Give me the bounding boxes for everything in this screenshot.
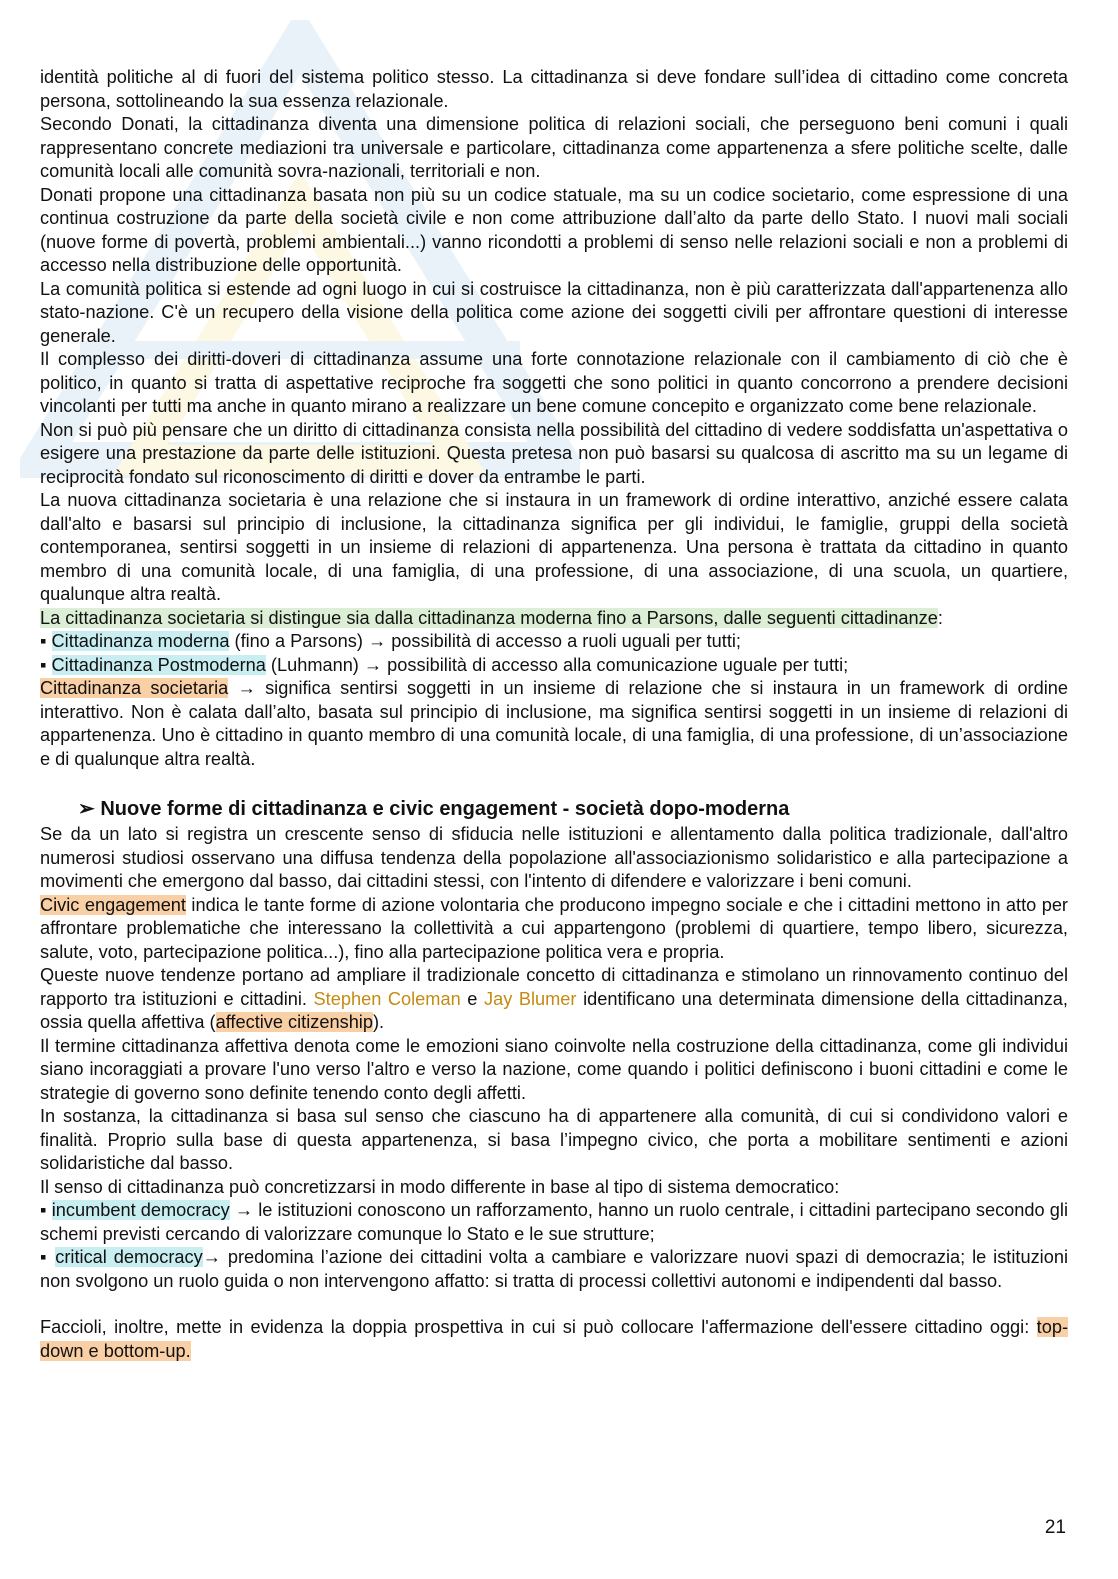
- highlight-orange: top-down e bottom-up.: [40, 1317, 1068, 1361]
- highlight-green: La cittadinanza societaria si distingue sia dalla cittadinanza moderna fino a Parsons, dalle seguenti cittadinanze: [40, 607, 938, 628]
- paragraph: Donati propone una cittadinanza basata non più su un codice statuale, ma su un codice societario, come espressione di una continua costruzione da parte della società civile e non come attribuzione dall’alto da parte dello Stato. I nuovi mali sociali (nuove forme di povertà, problemi ambientali...) vanno ricondotti a problemi di senso nelle relazioni sociali e non a problemi di accesso nella distribuzione delle opportunità.: [40, 184, 1068, 275]
- page-number: 21: [1044, 1517, 1066, 1538]
- highlight-cyan: critical democracy: [55, 1247, 203, 1267]
- paragraph: In sostanza, la cittadinanza si basa sul senso che ciascuno ha di appartenere alla comunità, di cui si condividono valori e finalità. Proprio sulla base di questa appartenenza, si basa l’impegno civico, che porta a mobilitare sentimenti e azioni solidaristiche dal basso.: [40, 1106, 1068, 1173]
- paragraph: Civic engagement indica le tante forme di azione volontaria che producono impegno sociale e che i cittadini mettono in atto per affrontare problematiche che interessano la collettività a cui appartengono (problemi di quartiere, tempo libero, sicurezza, salute, voto, partecipazione politica...), fino alla partecipazione politica vera e propria.: [40, 894, 1068, 962]
- arrow-bullet-icon: ➢: [78, 798, 95, 820]
- paragraph: Il senso di cittadinanza può concretizzarsi in modo differente in base al tipo di sistema democratico:: [40, 1176, 840, 1197]
- paragraph: Se da un lato si registra un crescente senso di sfiducia nelle istituzioni e allentamento dalla politica tradizionale, dall'altro numerosi studiosi osservano una diffusa tendenza della popolazione all'associazionismo solidaristico e alla partecipazione a movimenti che emergono dal basso, dai cittadini stessi, con l'intento di difendere e valorizzare i beni comuni.: [40, 824, 1068, 891]
- list-item: ▪ critical democracy→ predomina l’azione dei cittadini volta a cambiare e valorizzare nuovi spazi di democrazia; le istituzioni non svolgono un ruolo guida o non intervengono affatto: si tratta di processi collettivi autonomi e indipendenti dal basso.: [40, 1247, 1068, 1291]
- paragraph-highlighted: La cittadinanza societaria si distingue sia dalla cittadinanza moderna fino a Parsons, dalle seguenti cittadinanze:: [40, 607, 943, 628]
- paragraph: Il complesso dei diritti-doveri di cittadinanza assume una forte connotazione relazionale con il cambiamento di ciò che è politico, in quanto si tratta di aspettative reciproche fra soggetti che sono politici in quanto concorrono a prendere decisioni vincolanti per tutti ma anche in quanto mirano a realizzare un bene comune concepito e organizzato come bene relazionale.: [40, 349, 1068, 416]
- paragraph: Faccioli, inoltre, mette in evidenza la doppia prospettiva in cui si può collocare l'affermazione dell'essere cittadino oggi: top-down e bottom-up.: [40, 1317, 1068, 1361]
- paragraph: Cittadinanza societaria → significa sentirsi soggetti in un insieme di relazione che si instaura in un framework di ordine interattivo. Non è calata dall’alto, basata sul principio di inclusione, ma significa sentirsi soggetti in un insieme di relazioni di appartenenza. Uno è cittadino in quanto membro di una comunità locale, di una famiglia, di una professione, di un’associazione e di qualunque altra realtà.: [40, 678, 1068, 769]
- paragraph: Il termine cittadinanza affettiva denota come le emozioni siano coinvolte nella costruzione della cittadinanza, come gli individui siano incoraggiati a provare l'uno verso l'altro e verso la nazione, come quando i politici definiscono i buoni cittadini e come le strategie di governo sono definite tenendo conto degli affetti.: [40, 1035, 1068, 1103]
- paragraph: La comunità politica si estende ad ogni luogo in cui si costruisce la cittadinanza, non è più caratterizzata dall'appartenenza allo stato-nazione. C'è un recupero della visione della politica come azione dei soggetti civili per affrontare questioni di interesse generale.: [40, 278, 1068, 346]
- author-name: Stephen Coleman: [313, 988, 461, 1009]
- highlight-orange: Cittadinanza societaria: [40, 678, 229, 698]
- section-heading: [40, 795, 1068, 823]
- paragraph: Non si può più pensare che un diritto di cittadinanza consista nella possibilità del cittadino di vedere soddisfatta un'aspettativa o esigere una prestazione da parte delle istituzioni. Questa pretesa non può basarsi su qualcosa di ascritto ma su un legame di reciprocità fondato sul riconoscimento di diritti e dover da entrambe le parti.: [40, 419, 1068, 487]
- highlight-cyan: Cittadinanza Postmoderna: [51, 654, 266, 675]
- highlight-cyan: Cittadinanza moderna: [51, 631, 230, 651]
- paragraph: La nuova cittadinanza societaria è una relazione che si instaura in un framework di ordine interattivo, anziché essere calata dall'alto e basarsi sul principio di inclusione, la cittadinanza significa per gli individui, le famiglie, gruppi della società contemporanea, sentirsi soggetti in un insieme di relazioni di appartenenza. Una persona è trattata da cittadino in quanto membro di una comunità locale, di una famiglia, di una professione, di una associazione, di una scuola, un quartiere, qualunque altra realtà.: [40, 490, 1068, 604]
- author-name: Jay Blumer: [483, 988, 577, 1009]
- paragraph: identità politiche al di fuori del sistema politico stesso. La cittadinanza si deve fondare sull’idea di cittadino come concreta persona, sottolineando la sua essenza relazionale.: [40, 67, 1068, 111]
- highlight-cyan: incumbent democracy: [51, 1200, 230, 1220]
- highlight-orange: Civic engagement: [40, 894, 186, 915]
- list-item: ▪ Cittadinanza Postmoderna (Luhmann) → possibilità di accesso alla comunicazione uguale per tutti;: [40, 654, 849, 675]
- list-item: ▪ incumbent democracy → le istituzioni conoscono un rafforzamento, hanno un ruolo centrale, i cittadini partecipano secondo gli schemi previsti cercando di valorizzare comunque lo Stato e le sue strutture;: [40, 1200, 1068, 1244]
- document-body: [40, 66, 1068, 1363]
- paragraph: Queste nuove tendenze portano ad ampliare il tradizionale concetto di cittadinanza e stimolano un rinnovamento continuo del rapporto tra istituzioni e cittadini. Stephen Coleman e Jay Blumer identificano una determinata dimensione della cittadinanza, ossia quella affettiva (affective citizenship).: [40, 965, 1068, 1032]
- section-title: Nuove forme di cittadinanza e civic engagement - società dopo-moderna: [100, 798, 790, 820]
- highlight-orange: affective citizenship: [215, 1012, 373, 1032]
- list-item: ▪ Cittadinanza moderna (fino a Parsons) → possibilità di accesso a ruoli uguali per tutti;: [40, 631, 741, 651]
- paragraph: Secondo Donati, la cittadinanza diventa una dimensione politica di relazioni sociali, che perseguono beni comuni i quali rappresentano concrete mediazioni tra universale e particolare, cittadinanza come appartenenza a sfere politiche scelte, dalle comunità locali alle comunità sovra-nazionali, territoriali e non.: [40, 114, 1068, 181]
